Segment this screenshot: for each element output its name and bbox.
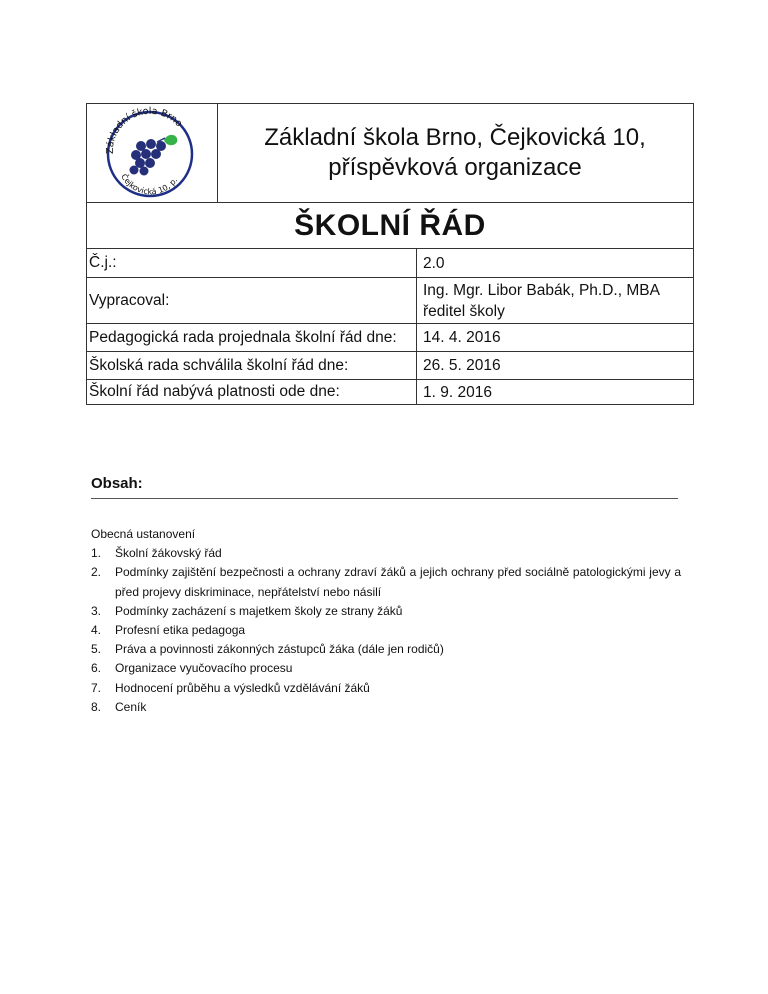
toc-item-text: Podmínky zacházení s majetkem školy ze strany žáků [115,603,403,618]
logo-text-bottom: Čejkovická 10, p. [119,172,180,197]
toc-item-text: Podmínky zajištění bezpečnosti a ochrany zdraví žáků a jejich ochrany před sociálně patologickými jevy a před projevy diskriminace, nepřátelství nebo násilí [115,565,681,599]
info-row-school-board [87,352,693,380]
info-label: Vypracoval: [87,278,417,323]
info-label: Školská rada schválila školní řád dne: [87,352,417,379]
logo-text-top: Základní škola Brno [104,105,185,155]
info-value: 2.0 [423,254,445,272]
info-row-reference [87,249,693,278]
header-row-organization [87,104,693,203]
toc-item-text: Organizace vyučovacího procesu [115,661,293,676]
toc-item-number: 5. [91,642,102,657]
header-row-title [87,203,693,249]
contents-divider [91,498,678,499]
toc-item-text: Ceník [115,699,147,714]
grapes-icon [130,139,167,176]
toc-item-number: 1. [91,546,102,561]
toc-item-text: Profesní etika pedagoga [115,623,246,638]
organization-line-2: příspěvková organizace [328,154,582,181]
info-value: 1. 9. 2016 [423,383,492,401]
logo-cell [87,104,218,202]
school-logo [87,104,217,202]
toc-item-number: 4. [91,623,102,638]
toc-item [91,659,681,678]
info-row-author [87,278,693,324]
document-title: ŠKOLNÍ ŘÁD [294,208,486,242]
toc-intro: Obecná ustanovení [91,527,196,541]
toc-item-text: Školní žákovský řád [115,546,222,561]
organization-name [217,104,693,202]
info-value: 26. 5. 2016 [423,357,501,374]
toc-item [91,563,681,601]
info-row-pedagogical-council [87,324,693,352]
toc-item [91,602,681,621]
info-value: 14. 4. 2016 [423,329,501,346]
toc-item [91,698,681,717]
toc-item [91,621,681,640]
toc-item-number: 2. [91,565,102,580]
toc-item-number: 7. [91,680,102,695]
info-row-effective-date [87,380,693,404]
table-of-contents [91,525,681,717]
toc-item [91,544,681,563]
toc-item [91,679,681,698]
author-role: ředitel školy [423,302,505,320]
toc-item-number: 6. [91,661,102,676]
info-label: Č.j.: [87,249,417,277]
header-table [86,103,694,405]
toc-item-number: 3. [91,603,102,618]
toc-item-number: 8. [91,699,102,714]
toc-item [91,640,681,659]
author-name: Ing. Mgr. Libor Babák, Ph.D., MBA [423,281,660,299]
info-label: Pedagogická rada projednala školní řád dne: [87,324,417,351]
leaf-icon [164,135,177,145]
contents-heading: Obsah: [91,475,143,492]
toc-item-text: Hodnocení průběhu a výsledků vzdělávání žáků [115,680,370,695]
info-value [423,278,691,323]
toc-item-text: Práva a povinnosti zákonných zástupců žáka (dále jen rodičů) [115,642,444,657]
info-label: Školní řád nabývá platnosti ode dne: [87,380,417,404]
organization-line-1: Základní škola Brno, Čejkovická 10, [264,124,646,151]
